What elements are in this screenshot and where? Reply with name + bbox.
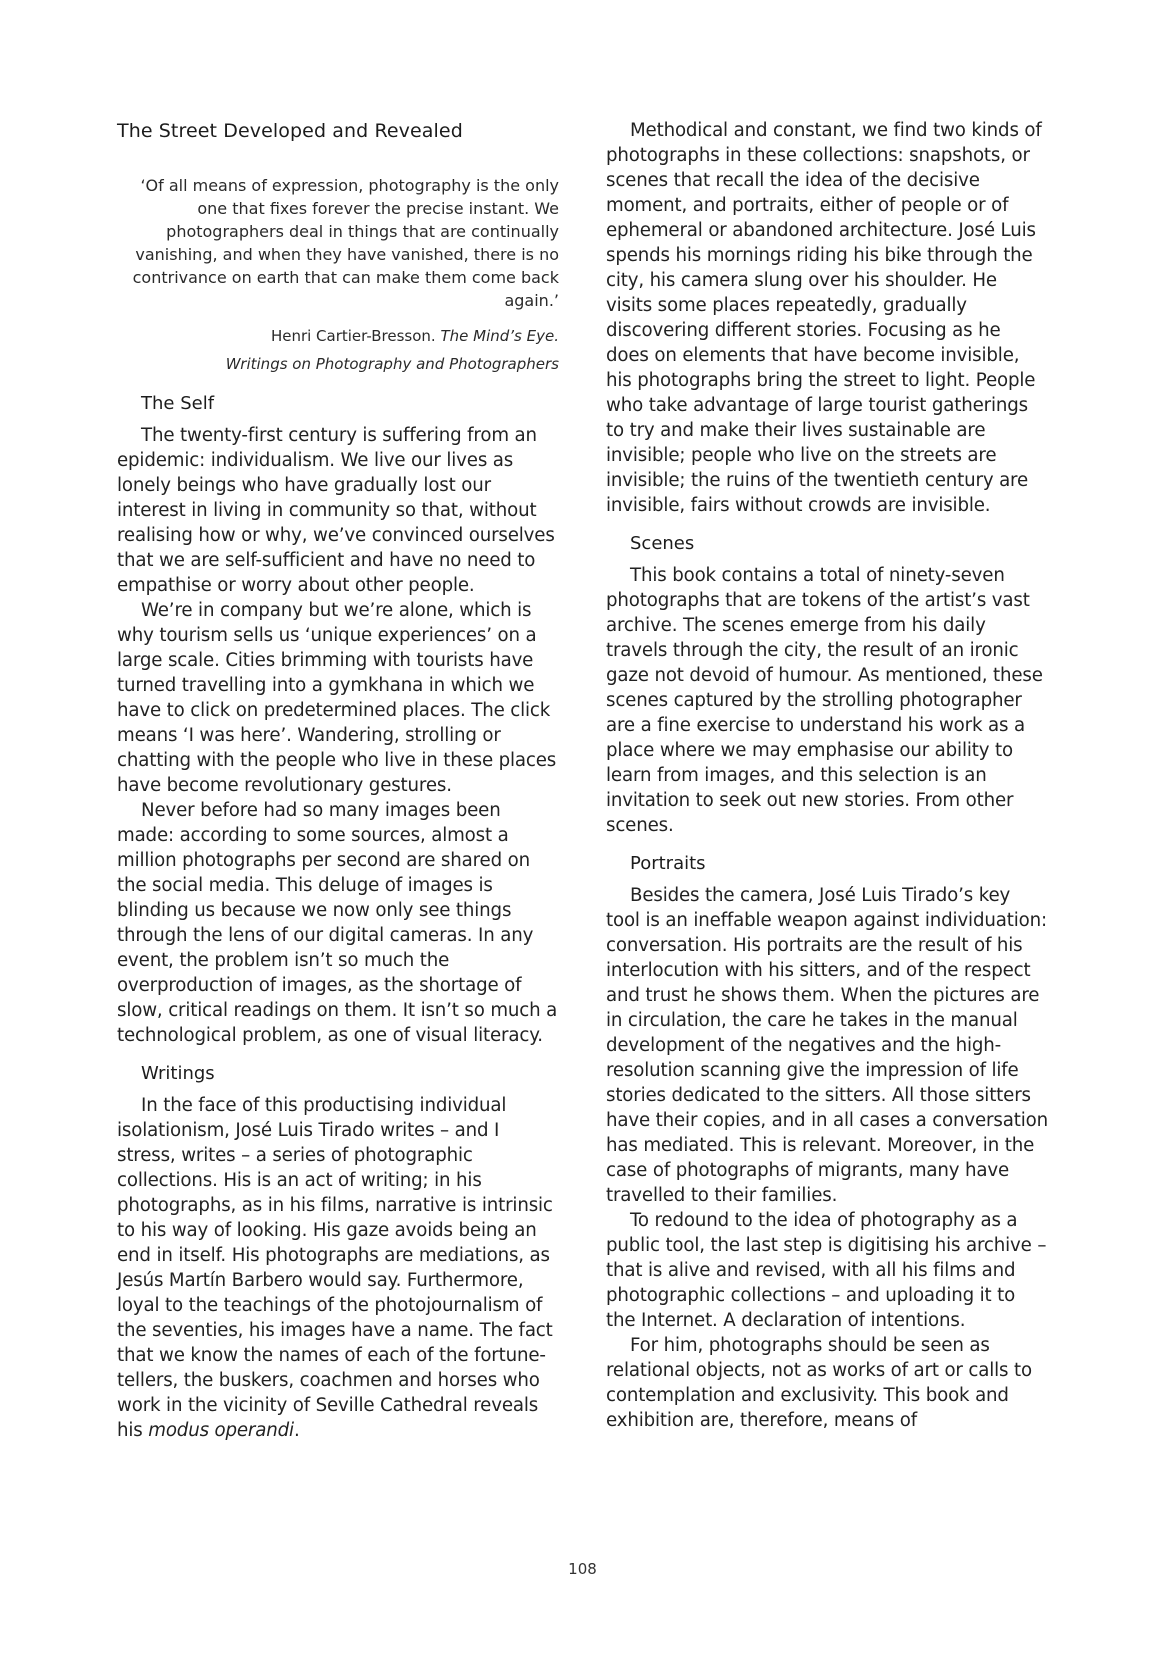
paragraph: This book contains a total of ninety-seven photographs that are tokens of the artist’s vast archive. The scenes emerge from his daily travels through the city, the result of an ironic gaze not devoid of humour. As mentioned, these scenes captured by the strolling photographer are a fine exercise to understand his work as a place where we may emphasise our ability to learn from images, and this selection is an invitation to seek out new stories. From other scenes. — [606, 565, 1043, 836]
right-column — [606, 118, 1048, 1433]
epigraph-attribution — [117, 322, 559, 378]
epigraph-work-title: The Mind’s Eye. — [440, 327, 559, 345]
paragraph: For him, photographs should be seen as relational objects, not as works of art or calls to contemplation and exclusivity. This book and exhibition are, therefore, means of — [606, 1335, 1032, 1431]
paragraph-text: In the face of this productising individual isolationism, José Luis Tirado writes – and I stress, writes – a series of photographic collections. His is an act of writing; in his photographs, as in his films, narrative is intrinsic to his way of looking. His gaze avoids being an end in itself. His photographs are mediations, as Jesús Martín Barbero would say. Furthermore, loyal to the teachings of the photojournalism of the seventies, his images have a name. The fact that we know the names of each of the fortune-tellers, the buskers, coachmen and horses who work in the vicinity of Seville Cathedral reveals his — [117, 1095, 553, 1441]
paragraph: The twenty-first century is suffering from an epidemic: individualism. We live our lives as lonely beings who have gradually lost our interest in living in community so that, without realising how or why, we’ve convinced ourselves that we are self-sufficient and have no need to empathise or worry about other people. — [117, 425, 555, 596]
paragraph: Besides the camera, José Luis Tirado’s key tool is an ineffable weapon against individuation: conversation. His portraits are the result of his interlocution with his sitters, and of the respect and trust he shows them. When the pictures are in circulation, the care he takes in the manual development of the negatives and the high-resolution scanning give the impression of life stories dedicated to the sitters. All those sitters have their copies, and in all cases a conversation has mediated. This is relevant. Moreover, in the case of photographs of migrants, many have travelled to their families. — [606, 885, 1048, 1206]
section-heading-scenes: Scenes — [630, 533, 695, 554]
paragraph: We’re in company but we’re alone, which is why tourism sells us ‘unique experiences’ on a large scale. Cities brimming with tourists have turned travelling into a gymkhana in which we have to click on predetermined places. The click means ‘I was here’. Wandering, strolling or chatting with the people who live in these places have become revolutionary gestures. — [117, 600, 557, 796]
paragraph — [117, 1093, 559, 1443]
italic-term: modus operandi — [148, 1420, 294, 1441]
paragraph: Methodical and constant, we find two kinds of photographs in these collections: snapshots, or scenes that recall the idea of the decisive moment, and portraits, either of people or of ephemeral or abandoned architecture. José Luis spends his mornings riding his bike through the city, his camera slung over his shoulder. He visits some places repeatedly, gradually discovering different stories. Focusing as he does on elements that have become invisible, his photographs bring the street to light. People who take advantage of large tourist gatherings to try and make their lives sustainable are invisible; people who live on the streets are invisible; the ruins of the twentieth century are invisible, fairs without crowds are invisible. — [606, 120, 1042, 516]
section-heading-portraits: Portraits — [630, 853, 706, 874]
paragraph: Never before had so many images been made: according to some sources, almost a million photographs per second are shared on the social media. This deluge of images is blinding us because we now only see things through the lens of our digital cameras. In any event, the problem isn’t so much the overproduction of images, as the shortage of slow, critical readings on them. It isn’t so much a technological problem, as one of visual literacy. — [117, 800, 558, 1046]
epigraph-work-subtitle: Writings on Photography and Photographers — [225, 355, 559, 373]
paragraph: To redound to the idea of photography as a public tool, the last step is digitising his archive – that is alive and revised, with all his films and photographic collections – and uploading it to the Internet. A declaration of intentions. — [606, 1210, 1047, 1331]
section-heading-self: The Self — [141, 393, 215, 414]
epigraph-author: Henri Cartier-Bresson. — [270, 327, 436, 345]
page-title: The Street Developed and Revealed — [117, 120, 463, 142]
section-heading-writings: Writings — [141, 1063, 215, 1084]
page-number: 108 — [568, 1560, 597, 1578]
epigraph — [117, 174, 559, 378]
paragraph-end: . — [293, 1420, 300, 1441]
epigraph-quote: ‘Of all means of expression, photography is the only one that fixes forever the precise instant. We photographers deal in things that are continually vanishing, and when they have vanished, there is no contrivance on earth that can make them come back again.’ — [132, 176, 559, 310]
left-column — [117, 118, 559, 1443]
